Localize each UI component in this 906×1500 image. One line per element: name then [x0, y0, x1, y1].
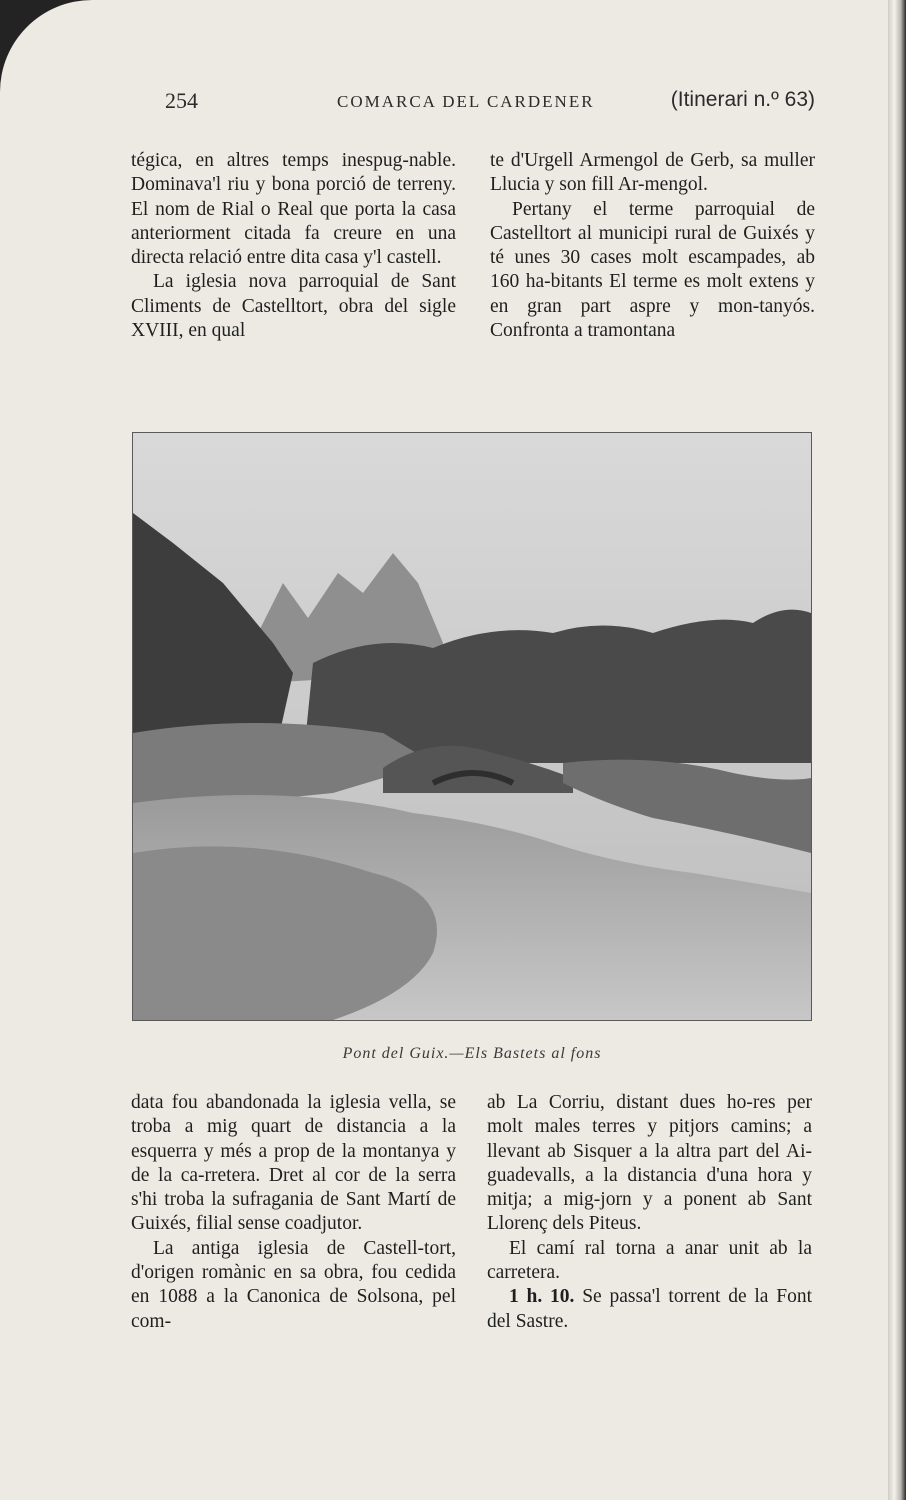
paragraph: data fou abandonada la iglesia vella, se troba a mig quart de distancia a la esquerra y més a prop de la montanya y de la ca-rretera. Dret al cor de la serra s'hi troba la sufragania de Sant Martí de Guixés, filial sense coadjutor. [131, 1092, 456, 1235]
paragraph: tégica, en altres temps inespug-nable. Dominava'l riu y bona porció de terreny. El nom de Rial o Real que porta la casa anteriorment citada fa creure en una directa relació entre dita casa y'l castell. [131, 150, 456, 269]
running-title: COMARCA DEL CARDENER [337, 92, 595, 111]
paragraph: La antiga iglesia de Castell-tort, d'origen romànic en sa obra, fou cedida en 1088 a la Canonica de Solsona, pel com- [131, 1237, 456, 1332]
text-column-bottom-left [131, 1091, 456, 1334]
page-header [165, 88, 815, 124]
text-column-top-right [490, 149, 815, 343]
paragraph: Pertany el terme parroquial de Castelltort al municipi rural de Guixés y té unes 30 cases molt escampades, ab 160 ha-bitants El terme es molt extens y en gran part aspre y mon-tanyós. Confronta a tramontana [490, 198, 815, 342]
itinerary-reference: (Itinerari n.º 63) [670, 88, 815, 111]
paragraph: ab La Corriu, distant dues ho-res per molt males terres y pitjors camins; a llevant ab Sisquer a la altra part del Ai-guadevalls, a la distancia d'una hora y mitja; a mig-jorn y a ponent ab Sant Llorenç dels Piteus. [487, 1092, 812, 1235]
paragraph [487, 1285, 812, 1334]
page-number: 254 [165, 88, 198, 113]
paragraph: te d'Urgell Armengol de Gerb, sa muller Llucia y son fill Ar-mengol. [490, 150, 815, 196]
paragraph-text: Se passa'l torrent de la Font del Sastre. [487, 1286, 812, 1332]
text-column-bottom-right [487, 1091, 812, 1334]
book-spine [888, 0, 906, 1500]
photo-caption: Pont del Guix.—Els Bastets al fons [342, 1045, 602, 1062]
text-column-top-left [131, 149, 456, 343]
paragraph: El camí ral torna a anar unit ab la carretera. [487, 1237, 812, 1284]
paragraph: La iglesia nova parroquial de Sant Climents de Castelltort, obra del sigle XVIII, en qual [131, 271, 456, 342]
time-marker: 1 h. 10. [509, 1286, 575, 1308]
photograph-bridge-landscape [132, 432, 812, 1021]
